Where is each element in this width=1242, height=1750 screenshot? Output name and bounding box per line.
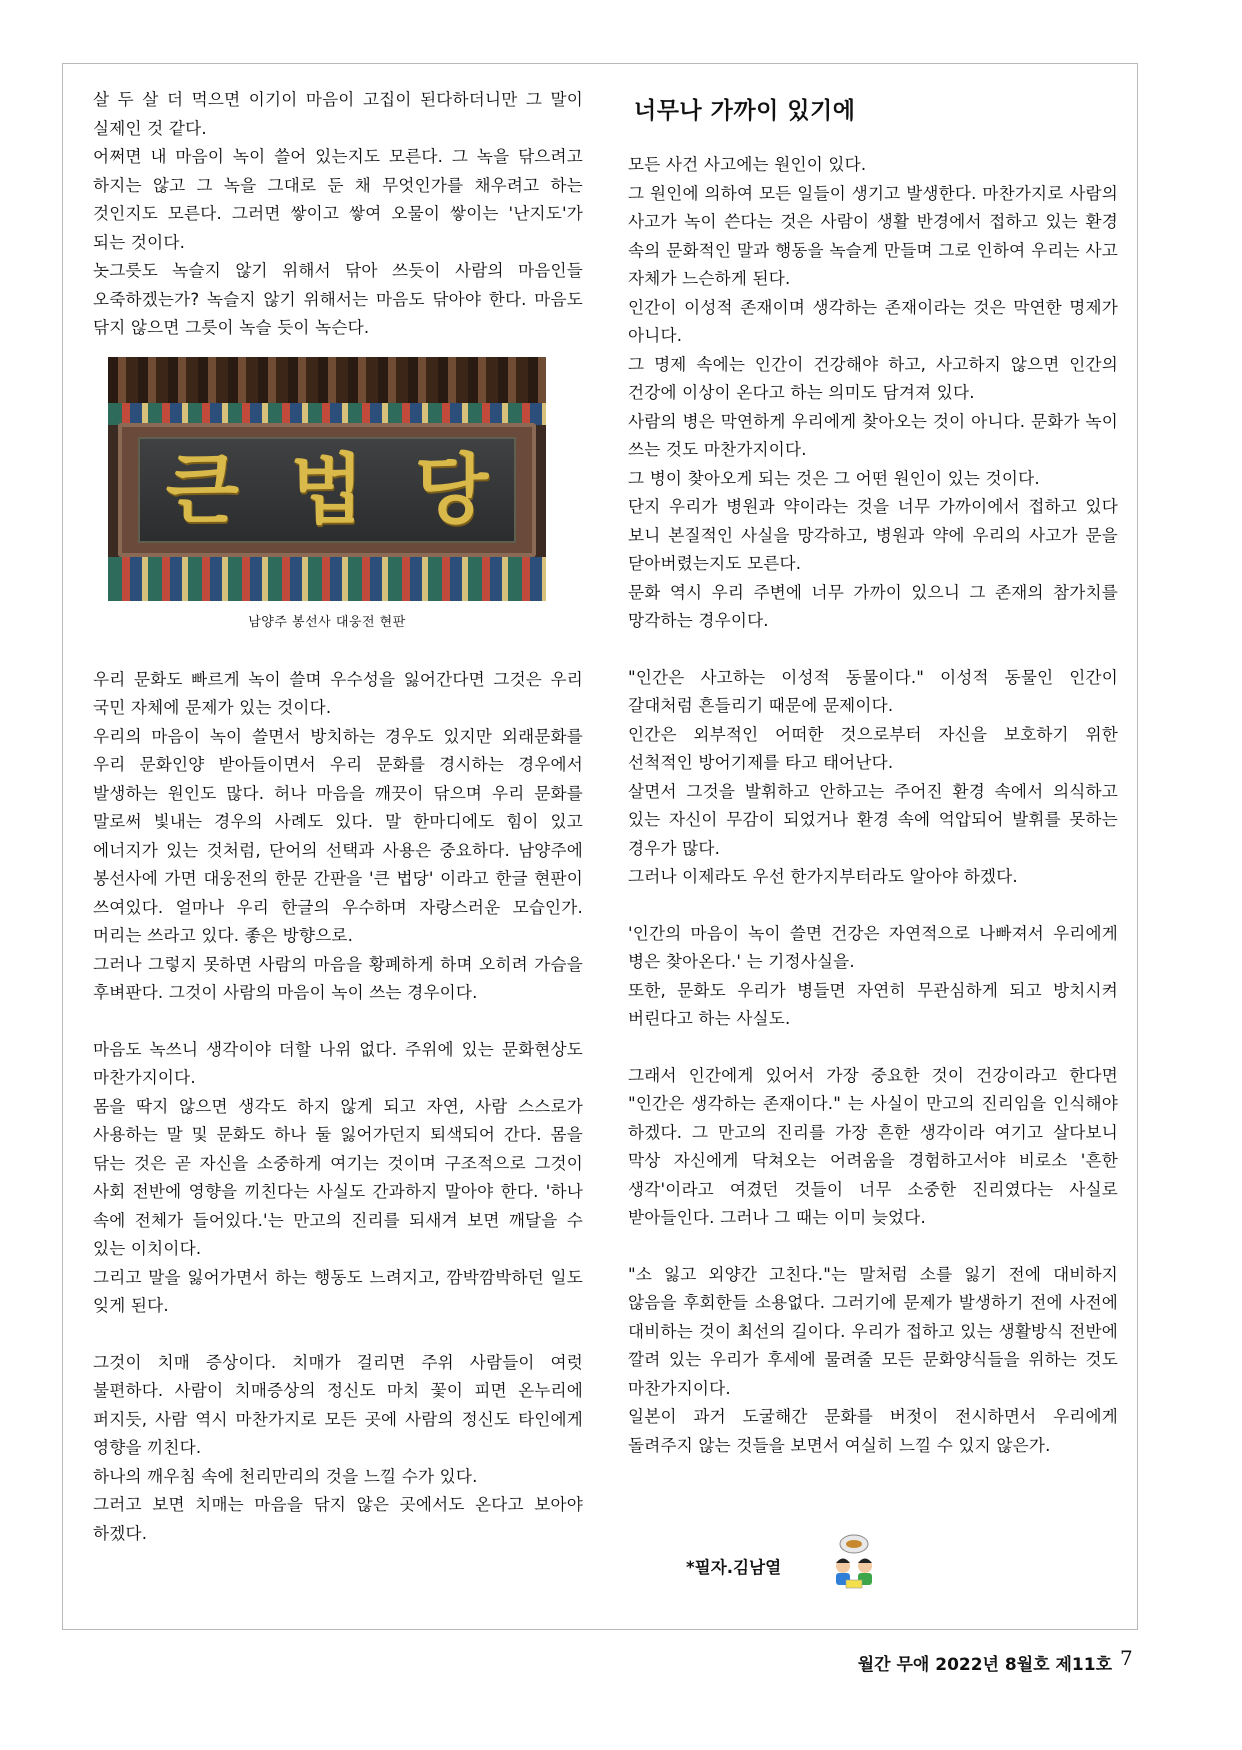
paragraph: 어쩌면 내 마음이 녹이 쓸어 있는지도 모른다. 그 녹을 닦으려고 하지는 않고 그 녹을 그대로 둔 채 무엇인가를 채우려고 하는 것인지도 모른다. 그러면 쌓이고 쌓여 오물이 쌓이는 '난지도'가 되는 것이다. [93, 147, 583, 252]
signboard-photo [108, 357, 546, 601]
sign-char: 당 [414, 444, 489, 534]
left-column [93, 86, 583, 1548]
paragraph: 그래서 인간에게 있어서 가장 중요한 것이 건강이라고 한다면 "인간은 생각하는 존재이다." 는 사실이 만고의 진리임을 인식해야 하겠다. 그 만고의 진리를 가장 흔한 생각이라 여기고 살다보니 막상 자신에게 닥쳐오는 어려움을 경험하고서야 비로소 '흔한 생각'이라고 여겼던 것들이 너무 소중한 진리였다는 사실로 받아들인다. 그러나 그 때는 이미 늦었다. [628, 1065, 1118, 1227]
paragraph: 사람의 병은 막연하게 우리에게 찾아오는 것이 아니다. 문화가 녹이 쓰는 것도 마찬가지이다. [628, 411, 1118, 459]
paragraph: 문화 역시 우리 주변에 너무 가까이 있으니 그 존재의 참가치를 망각하는 경우이다. [628, 582, 1118, 630]
paragraph: 그것이 치매 증상이다. 치매가 걸리면 주위 사람들이 여럿 불편하다. 사람이 치매증상의 정신도 마치 꽃이 피면 온누리에 퍼지듯, 사람 역시 마찬가지로 모든 곳에 사람의 정신도 타인에게 영향을 끼친다. [93, 1352, 583, 1457]
paragraph-gap [93, 1008, 583, 1036]
paragraph: 그러고 보면 치매는 마음을 닦지 않은 곳에서도 온다고 보아야 하겠다. [93, 1495, 583, 1543]
image-caption: 남양주 봉선사 대웅전 현판 [248, 614, 406, 630]
paragraph: 하나의 깨우침 속에 천리만리의 것을 느낄 수가 있다. [93, 1466, 478, 1486]
paragraph: 인간이 이성적 존재이며 생각하는 존재이라는 것은 막연한 명제가 아니다. [628, 297, 1118, 345]
paragraph: 모든 사건 사고에는 원인이 있다. [628, 155, 867, 174]
right-paragraphs [628, 151, 1118, 1460]
sign-char: 큰 [165, 444, 240, 534]
paragraph-gap [628, 892, 1118, 920]
paragraph: 그 명제 속에는 인간이 건강해야 하고, 사고하지 않으면 인간의 건강에 이상이 온다고 하는 의미도 담겨져 있다. [628, 354, 1118, 402]
left-bottom-paragraphs [93, 666, 583, 1549]
paragraph: "인간은 사고하는 이성적 동물이다." 이성적 동물인 인간이 갈대처럼 흔들리기 때문에 문제이다. [628, 667, 1118, 715]
issue-info: 월간 무애 2022년 8월호 제11호 [857, 1655, 1112, 1675]
page-number: 7 [1120, 1646, 1133, 1670]
paragraph: 그리고 말을 잃어가면서 하는 행동도 느려지고, 깜박깜박하던 일도 잊게 된다. [93, 1267, 583, 1315]
paragraph: 일본이 과거 도굴해간 문화를 버젓이 전시하면서 우리에게 돌려주지 않는 것들을 보면서 여실히 느낄 수 있지 않은가. [628, 1407, 1118, 1455]
author-credit: *필자.김남열 [686, 1558, 782, 1577]
paragraph: 놋그릇도 녹슬지 않기 위해서 닦아 쓰듯이 사람의 마음인들 오죽하겠는가? 녹슬지 않기 위해서는 마음도 닦아야 한다. 마음도 닦지 않으면 그릇이 녹슬 듯이 녹슨다. [93, 261, 583, 337]
paragraph: 그러나 이제라도 우선 한가지부터라도 알아야 하겠다. [628, 867, 1018, 886]
paragraph: 그러나 그렇지 못하면 사람의 마음을 황폐하게 하며 오히려 가슴을 후벼판다. 그것이 사람의 마음이 녹이 쓰는 경우이다. [93, 954, 583, 1002]
kids-reading-icon [826, 1532, 882, 1592]
sign-char: 법 [290, 444, 364, 534]
paragraph: 그 병이 찾아오게 되는 것은 그 어떤 원인이 있는 것이다. [628, 468, 1040, 488]
paragraph: 몸을 딱지 않으면 생각도 하지 않게 되고 자연, 사람 스스로가 사용하는 말 및 문화도 하나 둘 잃어가던지 퇴색되어 간다. 몸을 닦는 것은 곧 자신을 소중하게 여기는 것이며 구조적으로 그것이 사회 전반에 영향을 끼친다는 사실도 간과하지 말아야 한다. '하나 속에 전체가 들어있다.'는 만고의 진리를 되새겨 보면 깨달을 수 있는 이치이다. [93, 1096, 583, 1258]
paragraph: 마음도 녹쓰니 생각이야 더할 나위 없다. 주위에 있는 문화현상도 마찬가지이다. [93, 1039, 583, 1087]
paragraph-gap [628, 636, 1118, 664]
left-top-paragraphs [93, 86, 583, 343]
paragraph: 우리 문화도 빠르게 녹이 쓸며 우수성을 잃어간다면 그것은 우리 국민 자체에 문제가 있는 것이다. [93, 669, 583, 717]
paragraph-gap [628, 1034, 1118, 1062]
paragraph: 그 원인에 의하여 모든 일들이 생기고 발생한다. 마찬가지로 사람의 사고가 녹이 쓴다는 것은 사람이 생활 반경에서 접하고 있는 환경 속의 문화적인 말과 행동을 녹슬게 만들며 그로 인하여 우리는 사고 자체가 느슨하게 된다. [628, 183, 1118, 288]
dancheong-beam-bottom [108, 557, 546, 601]
paragraph: 살 두 살 더 먹으면 이기이 마음이 고집이 된다하더니만 그 말이 실제인 것 같다. [93, 90, 583, 138]
paragraph-gap [93, 1321, 583, 1349]
rafters-decoration [108, 357, 546, 403]
paragraph: 우리의 마음이 녹이 쓸면서 방치하는 경우도 있지만 외래문화를 우리 문화인양 받아들이면서 우리 문화를 경시하는 경우에서 발생하는 원인도 많다. 허나 마음을 깨끗이 닦으며 우리 문화를 말로써 빛내는 경우의 사례도 있다. 말 한마디에도 힘이 있고 에너지가 있는 것처럼, 단어의 선택과 사용은 중요하다. 남양주에 봉선사에 가면 대웅전의 한문 간판을 '큰 법당' 이라고 한글 현판이 쓰여있다. 얼마나 우리 한글의 우수하며 자랑스러운 모습인가. 머리는 쓰라고 있다. 좋은 방향으로. [93, 726, 583, 945]
signboard-frame [118, 423, 536, 557]
signboard-panel [138, 437, 516, 543]
right-column [628, 86, 1118, 1460]
paragraph: 인간은 외부적인 어떠한 것으로부터 자신을 보호하기 위한 선척적인 방어기제를 타고 태어난다. [628, 724, 1118, 772]
paragraph: "소 잃고 외양간 고친다."는 말처럼 소를 잃기 전에 대비하지 않음을 후회한들 소용없다. 그러기에 문제가 발생하기 전에 사전에 대비하는 것이 최선의 길이다. 우리가 접하고 있는 생활방식 전반에 깔려 있는 우리가 후세에 물려줄 모든 문화양식들을 위하는 것도 마찬가지이다. [628, 1264, 1118, 1398]
paragraph: 또한, 문화도 우리가 병들면 자연히 무관심하게 되고 방치시켜 버린다고 하는 사실도. [628, 980, 1118, 1028]
article-title: 너무나 가까이 있기에 [634, 98, 856, 124]
paragraph: 살면서 그것을 발휘하고 안하고는 주어진 환경 속에서 의식하고 있는 자신이 무감이 되었거나 환경 속에 억압되어 발휘를 못하는 경우가 많다. [628, 781, 1118, 858]
paragraph: '인간의 마음이 녹이 쓸면 건강은 자연적으로 나빠져서 우리에게 병은 찾아온다.' 는 기정사실을. [628, 923, 1118, 971]
paragraph-gap [628, 1233, 1118, 1261]
dancheong-beam-top [108, 403, 546, 425]
paragraph: 단지 우리가 병원과 약이라는 것을 너무 가까이에서 접하고 있다 보니 본질적인 사실을 망각하고, 병원과 약에 우리의 사고가 문을 닫아버렸는지도 모른다. [628, 497, 1118, 573]
